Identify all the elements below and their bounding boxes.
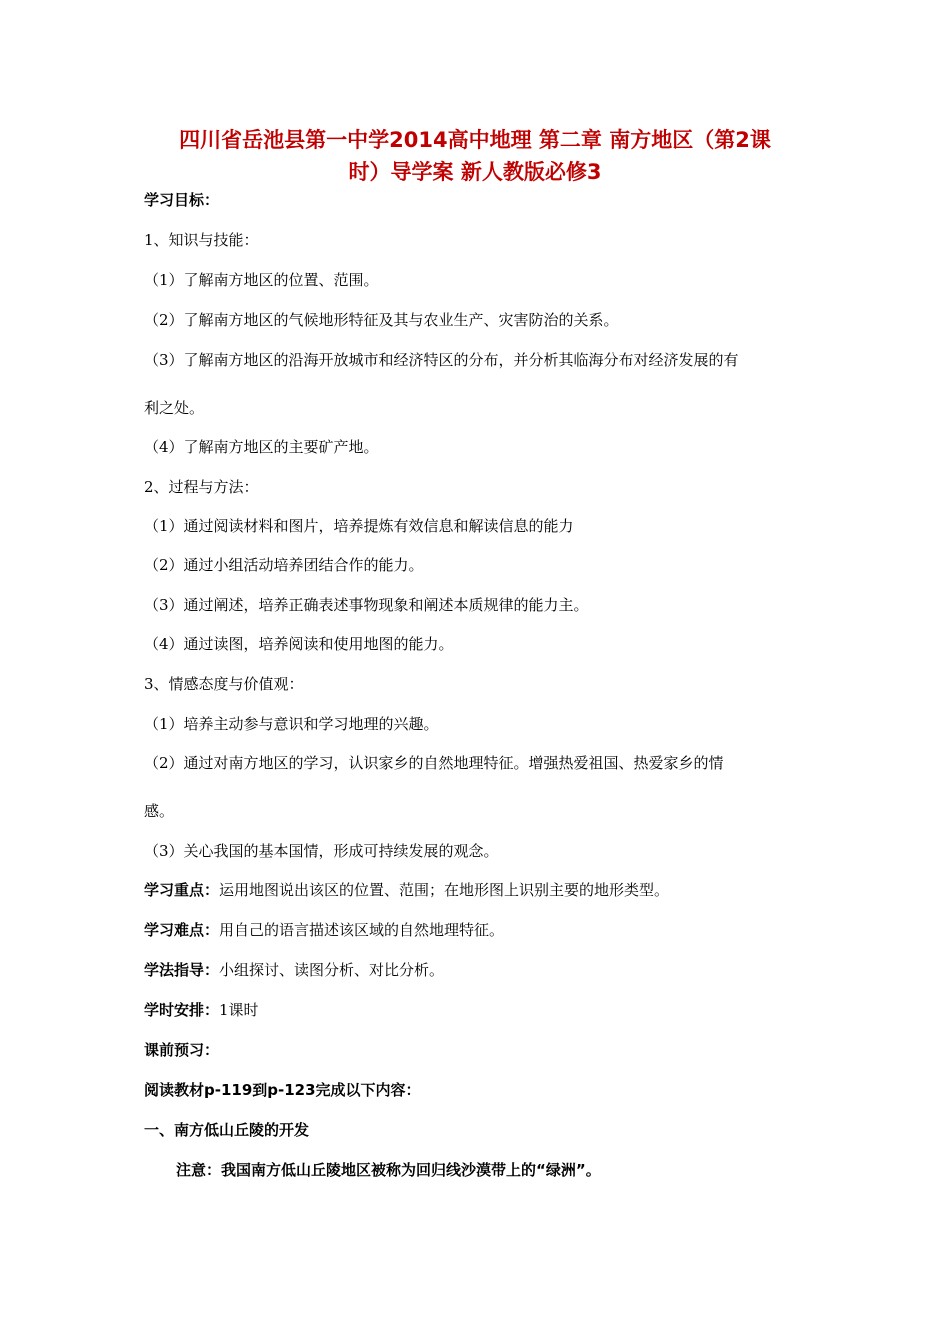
document-title-line-1: 四川省岳池县第一中学2014高中地理 第二章 南方地区（第2课 — [179, 128, 771, 152]
section-2-item: （1）通过阅读材料和图片，培养提炼有效信息和解读信息的能力 — [144, 517, 574, 535]
preview-heading: 课前预习： — [144, 1041, 220, 1059]
section-2-heading: 2、过程与方法： — [144, 478, 259, 496]
document-title-line-2: 时）导学案 新人教版必修3 — [348, 160, 602, 184]
section-1-item: （4）了解南方地区的主要矿产地。 — [144, 438, 379, 456]
key-points-text: 运用地图说出该区的位置、范围；在地形图上识别主要的地形类型。 — [219, 881, 670, 899]
key-points-row — [144, 880, 669, 900]
objectives-heading: 学习目标： — [144, 191, 220, 209]
section-1-item: （1）了解南方地区的位置、范围。 — [144, 271, 379, 289]
section-3-item: （2）通过对南方地区的学习，认识家乡的自然地理特征。增强热爱祖国、热爱家乡的情 — [144, 754, 724, 772]
section-2-item: （2）通过小组活动培养团结合作的能力。 — [144, 556, 424, 574]
reading-instruction: 阅读教材p-119到p-123完成以下内容： — [144, 1081, 421, 1099]
method-row — [144, 960, 444, 980]
key-points-label: 学习重点： — [144, 881, 220, 899]
section-1-item: （2）了解南方地区的气候地形特征及其与农业生产、灾害防治的关系。 — [144, 311, 619, 329]
section-3-item: （3）关心我国的基本国情，形成可持续发展的观念。 — [144, 842, 499, 860]
method-text: 小组探讨、读图分析、对比分析。 — [219, 961, 445, 979]
method-label: 学法指导： — [144, 961, 220, 979]
section-1-heading: 1、知识与技能： — [144, 231, 259, 249]
note-text: 注意：我国南方低山丘陵地区被称为回归线沙漠带上的“绿洲”。 — [176, 1161, 601, 1179]
section-3-heading: 3、情感态度与价值观： — [144, 675, 304, 693]
schedule-text: 1课时 — [219, 1001, 259, 1019]
section-3-item-continuation: 感。 — [144, 802, 175, 820]
section-2-item: （3）通过阐述，培养正确表述事物现象和阐述本质规律的能力主。 — [144, 596, 589, 614]
schedule-label: 学时安排： — [144, 1001, 220, 1019]
difficulty-text: 用自己的语言描述该区域的自然地理特征。 — [219, 921, 505, 939]
section-1-item-continuation: 利之处。 — [144, 399, 205, 417]
part-1-heading: 一、南方低山丘陵的开发 — [144, 1121, 310, 1139]
section-2-item: （4）通过读图，培养阅读和使用地图的能力。 — [144, 635, 454, 653]
schedule-row — [144, 1000, 259, 1020]
difficulty-label: 学习难点： — [144, 921, 220, 939]
section-3-item: （1）培养主动参与意识和学习地理的兴趣。 — [144, 715, 439, 733]
section-1-item: （3）了解南方地区的沿海开放城市和经济特区的分布，并分析其临海分布对经济发展的有 — [144, 351, 739, 369]
difficulty-row — [144, 920, 504, 940]
